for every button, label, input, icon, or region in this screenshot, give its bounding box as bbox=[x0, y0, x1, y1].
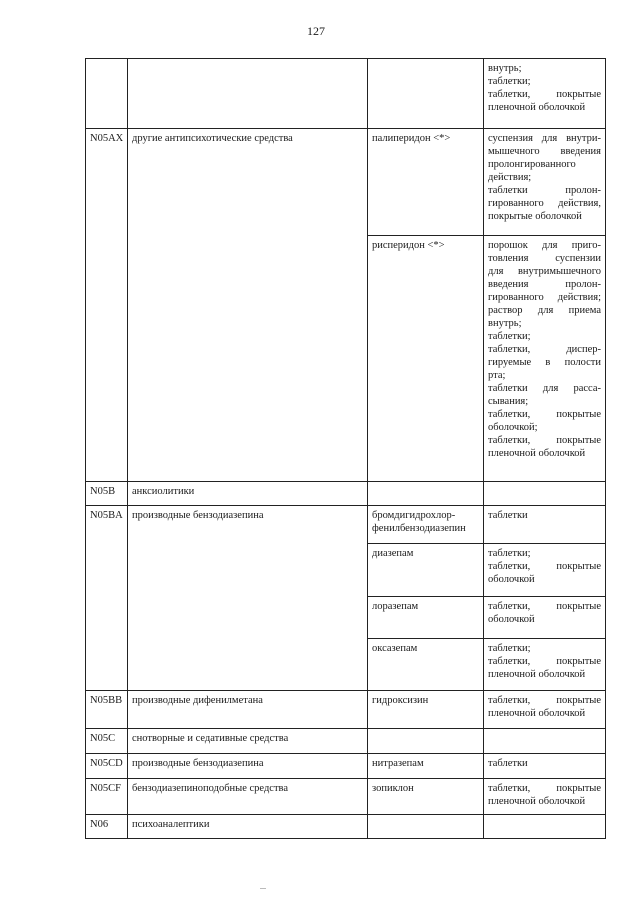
dosage-form-line: порошок для приго- bbox=[488, 240, 601, 251]
dosage-form-line: пленочной оболочкой bbox=[488, 448, 586, 459]
dosage-form-line: таблетки, покрытые bbox=[488, 656, 601, 667]
dosage-form-line: внутрь; bbox=[488, 318, 522, 329]
dosage-form-line: таблетки; bbox=[488, 548, 531, 559]
dosage-form-line: сывания; bbox=[488, 396, 529, 407]
dosage-form-line: пленочной оболочкой bbox=[488, 796, 586, 807]
dosage-form-cell bbox=[484, 691, 606, 729]
group-name-cell: производные дифенилметана bbox=[128, 691, 368, 729]
group-name-cell bbox=[128, 59, 368, 129]
table-row bbox=[86, 754, 606, 779]
dosage-form-line: таблетки bbox=[488, 758, 528, 769]
dosage-form-line: пленочной оболочкой bbox=[488, 669, 586, 680]
atc-code-cell: N05CD bbox=[86, 754, 128, 779]
dosage-form-line: внутрь; bbox=[488, 63, 522, 74]
dosage-form-line: таблетки, покрытые bbox=[488, 435, 601, 446]
dosage-form-line: пролонгированного bbox=[488, 159, 576, 170]
dosage-form-line: таблетки, покрытые bbox=[488, 89, 601, 100]
dosage-form-cell bbox=[484, 129, 606, 236]
drug-name-cell: палиперидон <*> bbox=[368, 129, 484, 236]
dosage-form-line: для внутримышечного bbox=[488, 266, 601, 277]
dosage-form-line: таблетки пролон- bbox=[488, 185, 601, 196]
dosage-form-line: гированного действия, bbox=[488, 198, 601, 209]
dosage-form-line: таблетки, покрытые bbox=[488, 409, 601, 420]
dosage-form-cell bbox=[484, 779, 606, 815]
drug-table bbox=[85, 58, 606, 839]
drug-name-cell: диазепам bbox=[368, 544, 484, 597]
group-name-cell: психоаналептики bbox=[128, 815, 368, 839]
dosage-form-line: гированного действия; bbox=[488, 292, 601, 303]
dosage-form-line: оболочкой; bbox=[488, 422, 538, 433]
page-number: 127 bbox=[307, 24, 325, 38]
table-row bbox=[86, 779, 606, 815]
dosage-form-line: оболочкой bbox=[488, 574, 535, 585]
table-row bbox=[86, 729, 606, 754]
dosage-form-cell bbox=[484, 729, 606, 754]
dosage-form-line: введения пролон- bbox=[488, 279, 601, 290]
atc-code-cell: N05BB bbox=[86, 691, 128, 729]
atc-code-cell: N05AX bbox=[86, 129, 128, 482]
dosage-form-line: таблетки; bbox=[488, 76, 531, 87]
dosage-form-cell bbox=[484, 639, 606, 691]
dosage-form-cell bbox=[484, 544, 606, 597]
drug-name-cell: бромдигидрохлор-фенилбензодиазепин bbox=[368, 506, 484, 544]
group-name-cell: производные бензодиазепина bbox=[128, 754, 368, 779]
dosage-form-line: таблетки; bbox=[488, 331, 531, 342]
atc-code-cell: N06 bbox=[86, 815, 128, 839]
dosage-form-line: пленочной оболочкой bbox=[488, 102, 586, 113]
drug-name-cell: лоразепам bbox=[368, 597, 484, 639]
group-name-cell: бензодиазепиноподобные средства bbox=[128, 779, 368, 815]
dosage-form-line: таблетки, покрытые bbox=[488, 601, 601, 612]
drug-name-cell: гидроксизин bbox=[368, 691, 484, 729]
dosage-form-line: покрытые оболочкой bbox=[488, 211, 582, 222]
dosage-form-line: гируемые в полости bbox=[488, 357, 601, 368]
table-row bbox=[86, 129, 606, 236]
drug-name-cell bbox=[368, 729, 484, 754]
atc-code-cell: N05CF bbox=[86, 779, 128, 815]
dosage-form-line: оболочкой bbox=[488, 614, 535, 625]
table-row bbox=[86, 59, 606, 129]
dosage-form-line: товления суспензии bbox=[488, 253, 601, 264]
drug-name-cell bbox=[368, 59, 484, 129]
drug-name-cell: нитразепам bbox=[368, 754, 484, 779]
dosage-form-cell bbox=[484, 482, 606, 506]
atc-code-cell: N05B bbox=[86, 482, 128, 506]
dosage-form-line: таблетки; bbox=[488, 643, 531, 654]
dosage-form-line: пленочной оболочкой bbox=[488, 708, 586, 719]
dosage-form-cell bbox=[484, 815, 606, 839]
table-row bbox=[86, 506, 606, 544]
table-row bbox=[86, 691, 606, 729]
dosage-form-line: таблетки для расса- bbox=[488, 383, 601, 394]
scan-mark bbox=[260, 888, 266, 889]
dosage-form-cell bbox=[484, 59, 606, 129]
dosage-form-line: суспензия для внутри- bbox=[488, 133, 601, 144]
drug-name-cell: рисперидон <*> bbox=[368, 236, 484, 482]
dosage-form-line: таблетки, покрытые bbox=[488, 561, 601, 572]
drug-name-cell bbox=[368, 482, 484, 506]
dosage-form-line: раствор для приема bbox=[488, 305, 601, 316]
table-row bbox=[86, 482, 606, 506]
drug-name-cell bbox=[368, 815, 484, 839]
group-name-cell: производные бензодиазепина bbox=[128, 506, 368, 691]
group-name-cell: анксиолитики bbox=[128, 482, 368, 506]
dosage-form-line: таблетки bbox=[488, 510, 528, 521]
dosage-form-line: действия; bbox=[488, 172, 532, 183]
table-row bbox=[86, 815, 606, 839]
dosage-form-cell bbox=[484, 236, 606, 482]
dosage-form-line: мышечного введения bbox=[488, 146, 601, 157]
atc-code-cell: N05BA bbox=[86, 506, 128, 691]
atc-code-cell: N05C bbox=[86, 729, 128, 754]
dosage-form-line: таблетки, диспер- bbox=[488, 344, 601, 355]
dosage-form-line: рта; bbox=[488, 370, 506, 381]
drug-name-cell: зопиклон bbox=[368, 779, 484, 815]
dosage-form-cell bbox=[484, 597, 606, 639]
group-name-cell: снотворные и седативные средства bbox=[128, 729, 368, 754]
atc-code-cell bbox=[86, 59, 128, 129]
dosage-form-cell bbox=[484, 754, 606, 779]
drug-name-cell: оксазепам bbox=[368, 639, 484, 691]
dosage-form-cell bbox=[484, 506, 606, 544]
dosage-form-line: таблетки, покрытые bbox=[488, 783, 601, 794]
dosage-form-line: таблетки, покрытые bbox=[488, 695, 601, 706]
group-name-cell: другие антипсихотические средства bbox=[128, 129, 368, 482]
